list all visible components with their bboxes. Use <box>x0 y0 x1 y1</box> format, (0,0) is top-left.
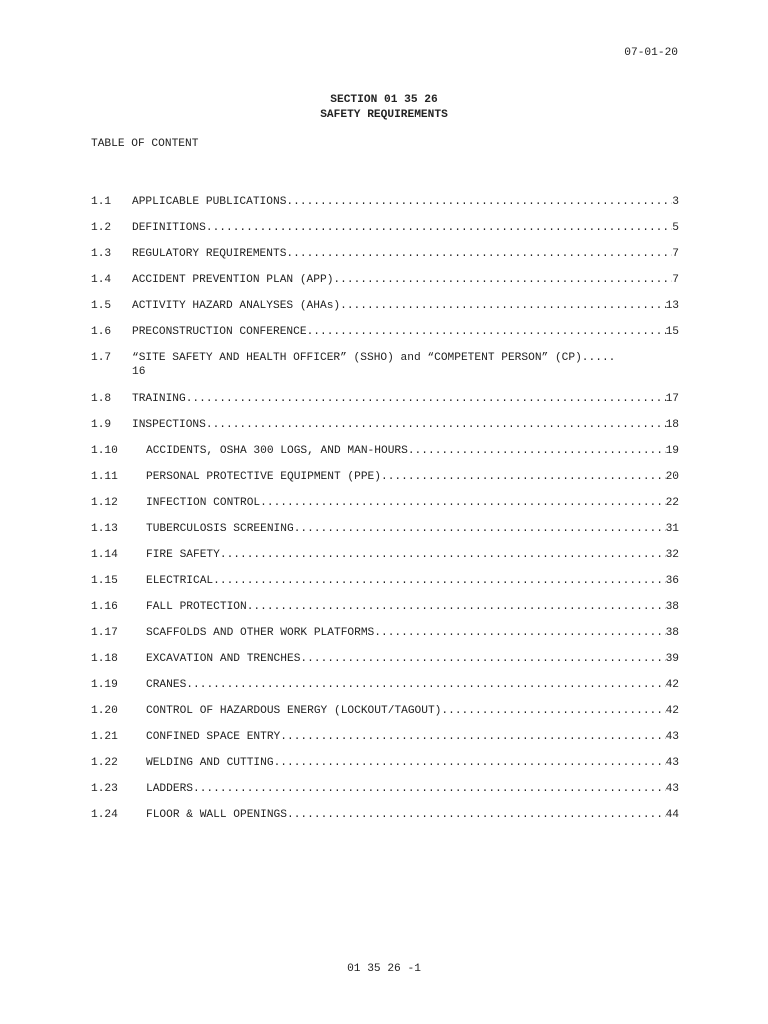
toc-entry-body <box>132 247 679 261</box>
toc-dot-leader <box>287 808 666 822</box>
toc-entry-number: 1.15 <box>91 575 118 587</box>
toc-dot-leader <box>260 496 665 510</box>
toc-entry <box>91 247 679 273</box>
toc-entry-title: TUBERCULOSIS SCREENING <box>146 523 294 535</box>
toc-entry-number: 1.24 <box>91 809 118 821</box>
toc-entry-number: 1.12 <box>91 497 118 509</box>
toc-entry <box>91 626 679 652</box>
toc-entry-number: 1.7 <box>91 352 112 364</box>
toc-entry <box>91 704 679 730</box>
section-number: SECTION 01 35 26 <box>330 94 438 106</box>
toc-dot-leader <box>274 756 666 770</box>
toc-entry <box>91 444 679 470</box>
toc-entry-page: 18 <box>665 419 679 431</box>
toc-dot-leader <box>340 299 665 313</box>
toc-dot-leader <box>441 704 665 718</box>
toc-dot-leader <box>247 600 666 614</box>
toc-entry-page: 20 <box>665 471 679 483</box>
toc-entry-title: FIRE SAFETY <box>146 549 220 561</box>
toc-entry <box>91 418 679 444</box>
toc-entry-body <box>132 299 679 313</box>
toc-entry-page: 17 <box>665 393 679 405</box>
toc-entry <box>91 470 679 496</box>
toc-entry-title: DEFINITIONS <box>132 222 206 234</box>
toc-dot-leader <box>374 626 665 640</box>
toc-dot-leader <box>286 195 672 209</box>
toc-entry-body <box>146 756 679 770</box>
toc-entry-body <box>146 522 679 536</box>
toc-entry-number: 1.14 <box>91 549 118 561</box>
toc-entry-number: 1.1 <box>91 196 112 208</box>
toc-entry-title: EXCAVATION AND TRENCHES <box>146 653 301 665</box>
toc-entry-page: 38 <box>665 601 679 613</box>
toc-entry <box>91 600 679 626</box>
toc-entry-page: 19 <box>665 445 679 457</box>
toc-entry-title: PERSONAL PROTECTIVE EQUIPMENT (PPE) <box>146 471 381 483</box>
toc-entry-number: 1.16 <box>91 601 118 613</box>
toc-entry-body <box>132 392 679 406</box>
toc-entry-number: 1.19 <box>91 679 118 691</box>
toc-dot-leader <box>307 325 666 339</box>
toc-entry-number: 1.2 <box>91 222 112 234</box>
toc-entry-number: 1.22 <box>91 757 118 769</box>
toc-entry <box>91 299 679 325</box>
toc-entry-number: 1.20 <box>91 705 118 717</box>
toc-entry-title: REGULATORY REQUIREMENTS <box>132 248 287 260</box>
toc-entry-page: 7 <box>672 274 679 286</box>
toc-entry-page: 43 <box>665 783 679 795</box>
toc-entry-title: INFECTION CONTROL <box>146 497 261 509</box>
toc-entry-page: 7 <box>672 248 679 260</box>
toc-dot-leader <box>186 678 665 692</box>
toc-entry-title: “SITE SAFETY AND HEALTH OFFICER” (SSHO) and “COMPETENT PERSON” (CP)..... <box>132 352 616 364</box>
toc-entry-title: APPLICABLE PUBLICATIONS <box>132 196 287 208</box>
toc-entry-number: 1.8 <box>91 393 112 405</box>
toc-dot-leader <box>206 221 672 235</box>
toc-entry-body <box>146 782 679 796</box>
toc-entry-body <box>146 704 679 718</box>
toc-entry-title: ACTIVITY HAZARD ANALYSES (AHAs) <box>132 300 341 312</box>
toc-dot-leader <box>206 418 666 432</box>
toc-entry <box>91 548 679 574</box>
toc-entry-body <box>146 574 679 588</box>
toc-entry-page: 39 <box>665 653 679 665</box>
toc-entry <box>91 325 679 351</box>
toc-entry <box>91 496 679 522</box>
toc-entry <box>91 195 679 221</box>
toc-entry-page: 43 <box>665 731 679 743</box>
toc-entry-number: 1.5 <box>91 300 112 312</box>
toc-entry-title: CONFINED SPACE ENTRY <box>146 731 281 743</box>
toc-entry <box>91 522 679 548</box>
toc-dot-leader <box>286 247 672 261</box>
toc-entry-body <box>146 496 679 510</box>
toc-entry-body <box>146 678 679 692</box>
toc-entry-page: 44 <box>665 809 679 821</box>
toc-entry-page: 38 <box>665 627 679 639</box>
toc-dot-leader <box>294 522 666 536</box>
toc-entry-body <box>146 470 679 484</box>
toc-dot-leader <box>186 392 666 406</box>
toc-entry-title: FLOOR & WALL OPENINGS <box>146 809 287 821</box>
toc-entry-body <box>132 221 679 235</box>
toc-entry-page: 36 <box>665 575 679 587</box>
page-footer: 01 35 26 -1 <box>347 963 421 975</box>
toc-entry-title: PRECONSTRUCTION CONFERENCE <box>132 326 307 338</box>
toc-dot-leader <box>300 652 665 666</box>
toc-dot-leader <box>280 730 665 744</box>
toc-entry-title: CRANES <box>146 679 187 691</box>
toc-entry-body <box>146 730 679 744</box>
toc-entry-title: ACCIDENTS, OSHA 300 LOGS, AND MAN-HOURS <box>146 445 408 457</box>
toc-entry <box>91 678 679 704</box>
toc-entry-body <box>146 444 679 458</box>
toc-entry-page: 31 <box>665 523 679 535</box>
toc-entry-body <box>132 351 679 379</box>
toc-entry-page: 15 <box>665 326 679 338</box>
toc-entry-title: ELECTRICAL <box>146 575 214 587</box>
toc-entry-number: 1.21 <box>91 731 118 743</box>
toc-entry <box>91 351 679 392</box>
section-title: SAFETY REQUIREMENTS <box>320 109 448 121</box>
toc-entry-body <box>146 600 679 614</box>
toc-entry-page: 3 <box>672 196 679 208</box>
toc-entry-body <box>132 325 679 339</box>
toc-entry-title: FALL PROTECTION <box>146 601 247 613</box>
toc-entry-title: ACCIDENT PREVENTION PLAN (APP) <box>132 274 334 286</box>
toc-dot-leader <box>193 782 666 796</box>
toc-dot-leader <box>213 574 665 588</box>
toc-entry-number: 1.3 <box>91 248 112 260</box>
toc-dot-leader <box>333 273 672 287</box>
toc-entry-number: 1.18 <box>91 653 118 665</box>
toc-entry-title: TRAINING <box>132 393 186 405</box>
toc-entry-number: 1.4 <box>91 274 112 286</box>
toc-entry-body <box>132 418 679 432</box>
toc-entry-number: 1.17 <box>91 627 118 639</box>
toc-entry-body <box>146 548 679 562</box>
toc-entry <box>91 221 679 247</box>
toc-dot-leader <box>408 444 666 458</box>
toc-entry-title: SCAFFOLDS AND OTHER WORK PLATFORMS <box>146 627 375 639</box>
toc-entry-number: 1.6 <box>91 326 112 338</box>
toc-entry-page: 5 <box>672 222 679 234</box>
toc-entry <box>91 652 679 678</box>
toc-entry-number: 1.10 <box>91 445 118 457</box>
toc-entry-page: 22 <box>665 497 679 509</box>
toc-entry-title: WELDING AND CUTTING <box>146 757 274 769</box>
toc-dot-leader <box>220 548 666 562</box>
toc-entry-number: 1.11 <box>91 471 118 483</box>
toc-entry <box>91 392 679 418</box>
toc-entry <box>91 756 679 782</box>
toc-entry-page: 13 <box>665 300 679 312</box>
toc-entry-number: 1.9 <box>91 419 112 431</box>
toc-entry-number: 1.23 <box>91 783 118 795</box>
toc-entry-page: 42 <box>665 679 679 691</box>
toc-entry-page: 43 <box>665 757 679 769</box>
toc-entry <box>91 808 679 834</box>
toc-entry-page: 42 <box>665 705 679 717</box>
toc-dot-leader <box>381 470 666 484</box>
toc-entry-title: LADDERS <box>146 783 193 795</box>
toc-entry <box>91 574 679 600</box>
table-of-contents <box>91 195 679 834</box>
toc-entry-number: 1.13 <box>91 523 118 535</box>
toc-entry-title: CONTROL OF HAZARDOUS ENERGY (LOCKOUT/TAGOUT) <box>146 705 442 717</box>
toc-entry-title: INSPECTIONS <box>132 419 206 431</box>
toc-entry-body <box>132 195 679 209</box>
toc-entry <box>91 782 679 808</box>
toc-entry-page: 16 <box>132 366 146 378</box>
toc-entry-body <box>132 273 679 287</box>
toc-entry-body <box>146 626 679 640</box>
toc-entry-body <box>146 808 679 822</box>
header-date: 07-01-20 <box>624 47 678 59</box>
toc-entry-body <box>146 652 679 666</box>
toc-entry <box>91 273 679 299</box>
toc-entry-page: 32 <box>665 549 679 561</box>
toc-entry <box>91 730 679 756</box>
toc-heading: TABLE OF CONTENT <box>91 138 199 150</box>
